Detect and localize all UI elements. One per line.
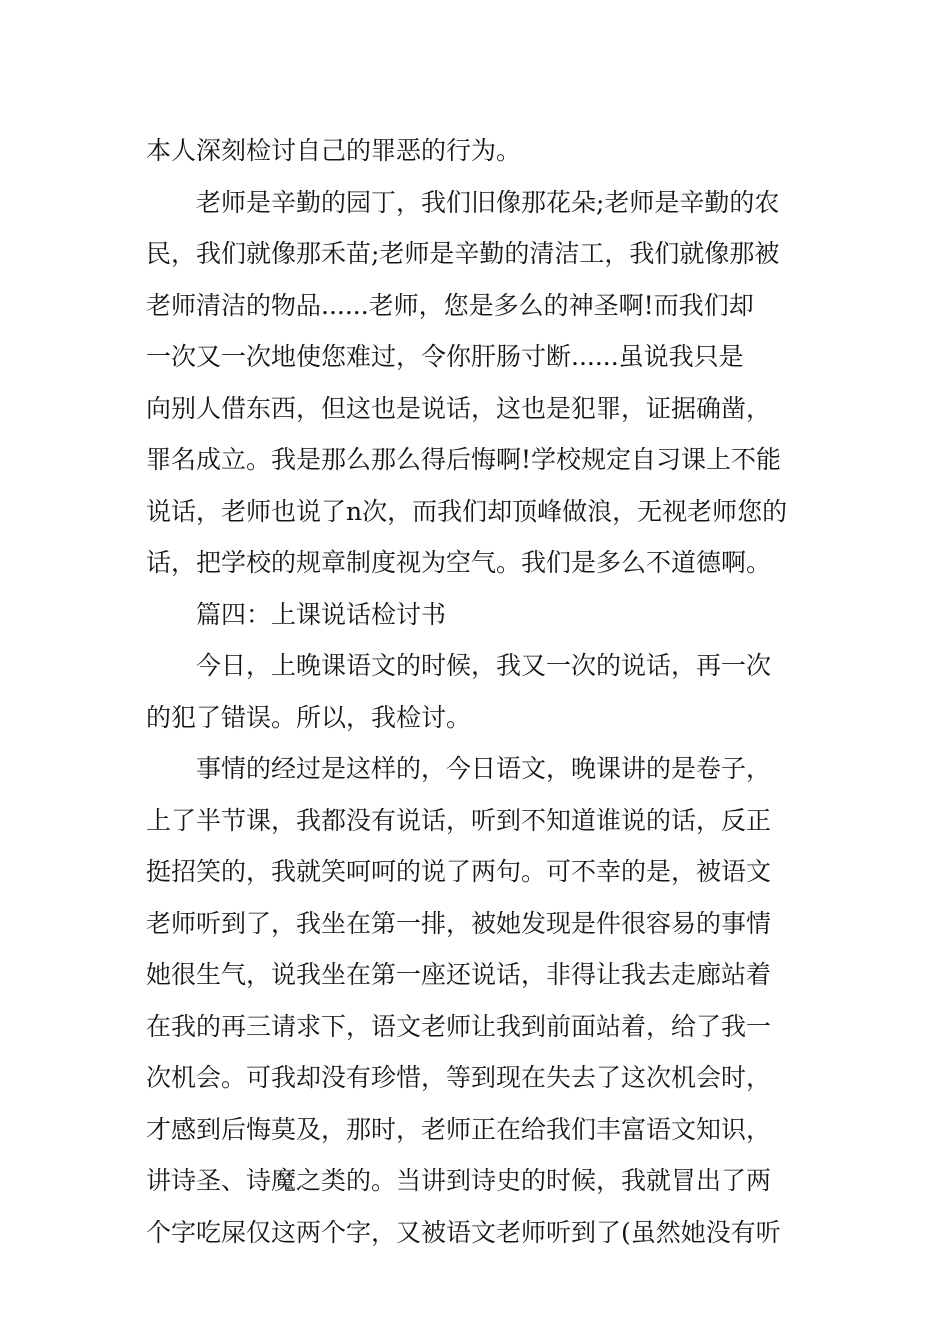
text-line: 在我的再三请求下，语文老师让我到前面站着，给了我一 — [146, 1011, 772, 1041]
text-line: 次机会。可我却没有珍惜，等到现在失去了这次机会时， — [146, 1063, 772, 1092]
text-line: 罪名成立。我是那么那么得后悔啊!学校规定自习课上不能 — [146, 445, 782, 474]
text-line: 上了半节课，我都没有说话，听到不知道谁说的话，反正 — [146, 805, 772, 835]
text-line: 本人深刻检讨自己的罪恶的行为。 — [146, 136, 522, 165]
text-line: 话，把学校的规章制度视为空气。我们是多么不道德啊。 — [146, 548, 772, 577]
text-line: 说话，老师也说了n次，而我们却顶峰做浪，无视老师您的 — [146, 496, 788, 526]
paragraph-3 — [146, 640, 806, 743]
text-line: 民，我们就像那禾苗;老师是辛勤的清洁工，我们就像那被 — [146, 239, 780, 268]
text-line: 挺招笑的，我就笑呵呵的说了两句。可不幸的是，被语文 — [146, 857, 772, 886]
section-heading — [146, 589, 806, 641]
text-line: 向别人借东西，但这也是说话，这也是犯罪，证据确凿， — [146, 393, 772, 423]
text-line: 老师听到了，我坐在第一排，被她发现是件很容易的事情 — [146, 908, 772, 938]
text-line: 事情的经过是这样的，今日语文，晚课讲的是卷子， — [196, 754, 772, 783]
text-line: 讲诗圣、诗魔之类的。当讲到诗史的时候，我就冒出了两 — [146, 1166, 772, 1195]
paragraph-4 — [146, 743, 806, 1258]
document-body — [146, 125, 806, 1258]
text-line: 今日，上晚课语文的时候，我又一次的说话，再一次 — [196, 651, 772, 680]
paragraph-2 — [146, 177, 806, 589]
text-line: 老师是辛勤的园丁，我们旧像那花朵;老师是辛勤的农 — [196, 187, 780, 217]
text-line: 才感到后悔莫及，那时，老师正在给我们丰富语文知识， — [146, 1114, 772, 1144]
text-line: 她很生气，说我坐在第一座还说话，非得让我去走廊站着 — [146, 960, 772, 989]
paragraph-1 — [146, 125, 806, 177]
text-line: 的犯了错误。所以，我检讨。 — [146, 702, 472, 732]
text-line: 篇四：上课说话检讨书 — [196, 599, 447, 629]
text-line: 一次又一次地使您难过，令你肝肠寸断......虽说我只是 — [146, 342, 744, 371]
text-line: 个字吃屎仅这两个字，又被语文老师听到了(虽然她没有听 — [146, 1217, 781, 1247]
text-line: 老师清洁的物品......老师，您是多么的神圣啊!而我们却 — [146, 290, 754, 320]
